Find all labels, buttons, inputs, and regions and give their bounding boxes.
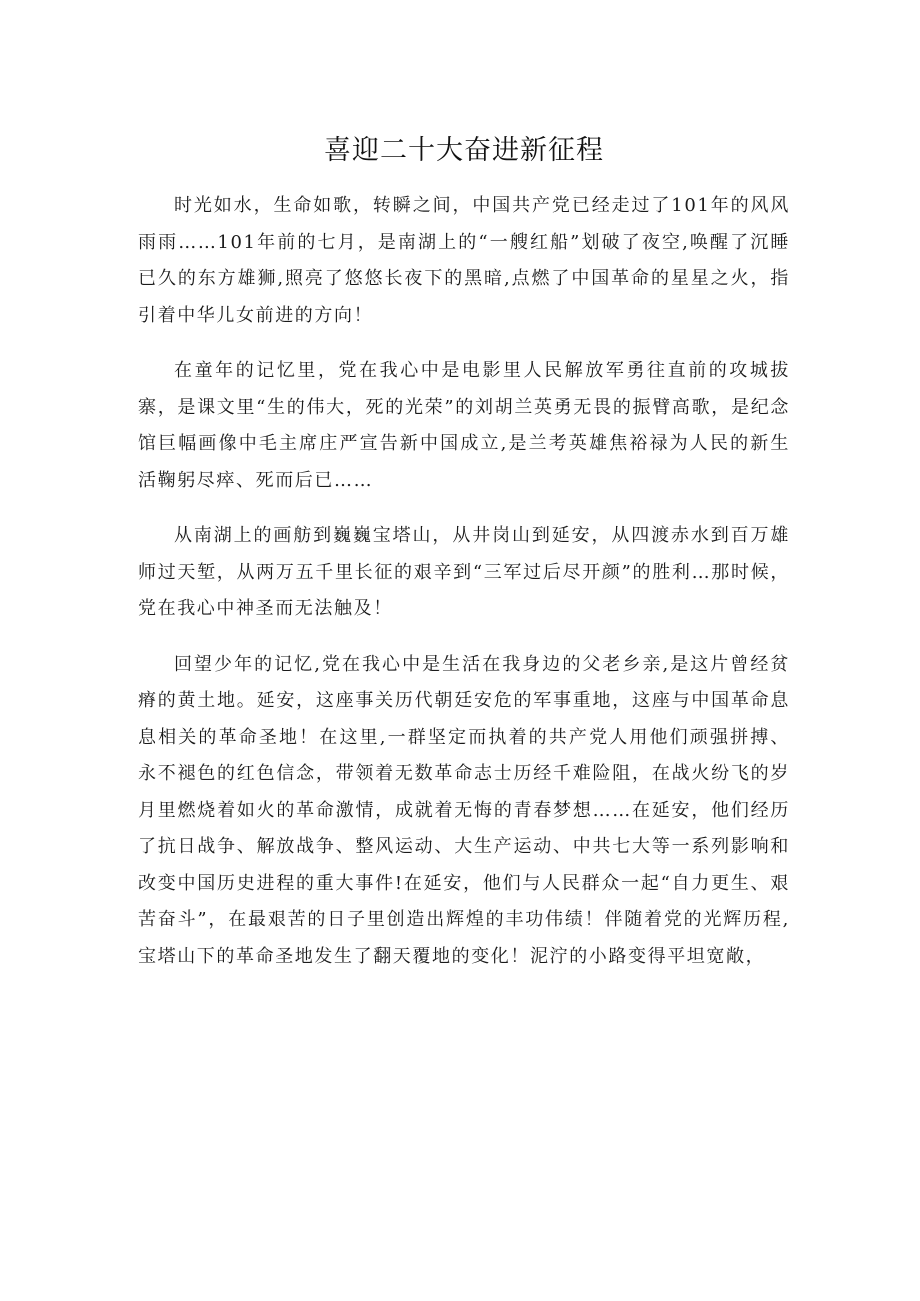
document-title: 喜迎二十大奋进新征程 xyxy=(324,135,604,166)
paragraph-2: 在童年的记忆里，党在我心中是电影里人民解放军勇往直前的攻城拔寨，是课文里“生的伟大，死的光荣”的刘胡兰英勇无畏的振臂高歌，是纪念馆巨幅画像中毛主席庄严宣告新中国成立,是兰考英雄焦裕禄为人民的新生活鞠躬尽瘁、死而后已…… xyxy=(138,360,790,491)
paragraph-3: 从南湖上的画舫到巍巍宝塔山，从井岗山到延安，从四渡赤水到百万雄师过天堑，从两万五千里长征的艰辛到“三军过后尽开颜”的胜利…那时候，党在我心中神圣而无法触及！ xyxy=(138,525,790,619)
paragraph-4: 回望少年的记忆,党在我心中是生活在我身边的父老乡亲,是这片曾经贫瘠的黄土地。延安，这座事关历代朝廷安危的军事重地，这座与中国革命息息相关的革命圣地！在这里,一群坚定而执着的共产党人用他们顽强拼搏、永不褪色的红色信念，带领着无数革命志士历经千难险阻，在战火纷飞的岁月里燃烧着如火的革命激情，成就着无悔的青春梦想……在延安，他们经历了抗日战争、解放战争、整风运动、大生产运动、中共七大等一系列影响和改变中国历史进程的重大事件!在延安，他们与人民群众一起“自力更生、艰苦奋斗”，在最艰苦的日子里创造出辉煌的丰功伟绩！伴随着党的光辉历程,宝塔山下的革命圣地发生了翻天覆地的变化！泥泞的小路变得平坦宽敞， xyxy=(138,653,790,967)
paragraph-1: 时光如水，生命如歌，转瞬之间，中国共产党已经走过了101年的风风雨雨……101年前的七月，是南湖上的“一艘红船”划破了夜空,唤醒了沉睡已久的东方雄狮,照亮了悠悠长夜下的黑暗,点燃了中国革命的星星之火，指引着中华儿女前进的方向！ xyxy=(138,195,790,326)
